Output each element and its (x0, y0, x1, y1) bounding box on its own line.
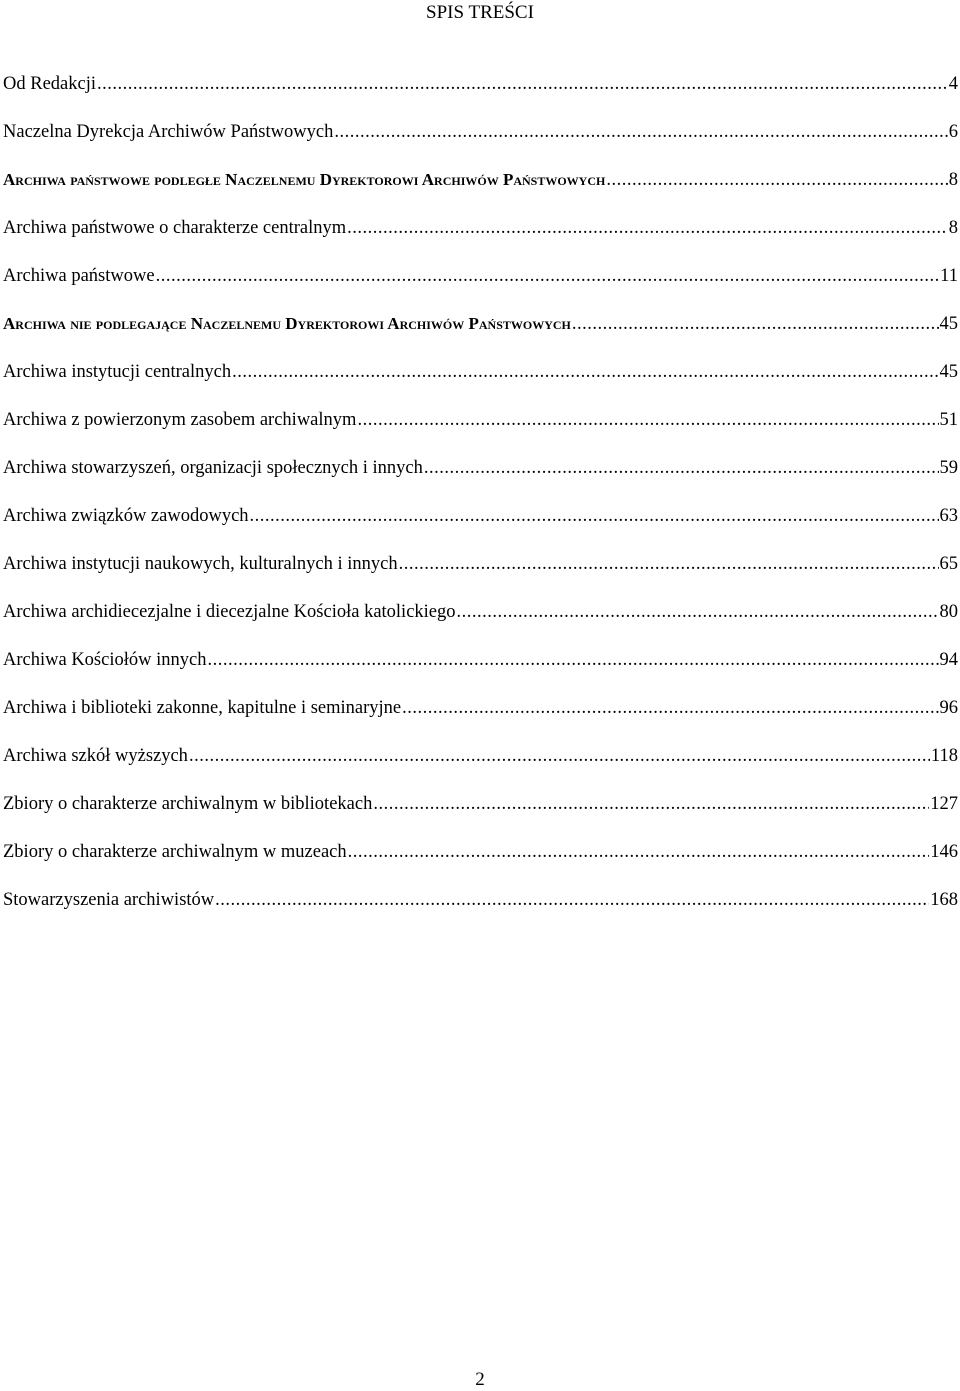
leader-dots (373, 792, 929, 816)
toc-entry[interactable] (3, 648, 958, 672)
toc-entry[interactable] (3, 120, 958, 144)
toc-entry-page: 127 (930, 794, 958, 814)
leader-dots (606, 168, 947, 192)
toc-entry-page: 168 (930, 890, 958, 910)
toc-entry-title: Archiwa stowarzyszeń, organizacji społecznych i innych (3, 458, 423, 478)
toc-entry[interactable] (3, 408, 958, 432)
toc-entry-page: 45 (939, 314, 958, 334)
toc-entry-title: Archiwa archidiecezjalne i diecezjalne Kościoła katolickiego (3, 602, 456, 622)
leader-dots (399, 552, 939, 576)
toc-entry-title: Zbiory o charakterze archiwalnym w muzeach (3, 842, 347, 862)
toc-entry-title: Archiwa państwowe (3, 266, 155, 286)
toc-entry-title: Stowarzyszenia archiwistów (3, 890, 215, 910)
toc-entry-page: 6 (948, 122, 958, 142)
toc-entry-page: 8 (948, 218, 958, 238)
toc-entry-title: Archiwa z powierzonym zasobem archiwalnym (3, 410, 357, 430)
toc-entry-page: 96 (939, 698, 958, 718)
page-number: 2 (475, 1369, 485, 1390)
leader-dots (572, 312, 939, 336)
toc-entry[interactable] (3, 504, 958, 528)
toc-entry-page: 146 (930, 842, 958, 862)
toc-entry-page: 118 (930, 746, 958, 766)
toc-entry[interactable] (3, 744, 958, 768)
toc-entry[interactable] (3, 216, 958, 240)
toc-entry[interactable] (3, 888, 958, 912)
leader-dots (156, 264, 940, 288)
toc-entry[interactable] (3, 552, 958, 576)
toc-entry-title: Archiwa szkół wyższych (3, 746, 188, 766)
toc-entry-page: 51 (939, 410, 958, 430)
toc-entry-title: Naczelna Dyrekcja Archiwów Państwowych (3, 122, 334, 142)
toc-entry-page: 94 (939, 650, 958, 670)
leader-dots (97, 72, 948, 96)
toc-entry[interactable] (3, 792, 958, 816)
toc-entry[interactable] (3, 72, 958, 96)
leader-dots (457, 600, 939, 624)
toc-entry[interactable] (3, 600, 958, 624)
leader-dots (347, 216, 948, 240)
toc-entry-page: 65 (939, 554, 958, 574)
toc-entry[interactable] (3, 264, 958, 288)
toc-entry-title: Archiwa państwowe o charakterze centralnym (3, 218, 347, 238)
toc-entry-title: Archiwa związków zawodowych (3, 506, 249, 526)
toc-entry-title: Zbiory o charakterze archiwalnym w bibliotekach (3, 794, 373, 814)
toc-entry-page: 11 (940, 266, 958, 286)
leader-dots (424, 456, 939, 480)
toc-entry[interactable] (3, 168, 958, 192)
leader-dots (334, 120, 947, 144)
toc-entry-title: Archiwa instytucji centralnych (3, 362, 232, 382)
leader-dots (402, 696, 938, 720)
toc-entry-page: 45 (939, 362, 958, 382)
leader-dots (348, 840, 930, 864)
toc-entry[interactable] (3, 456, 958, 480)
toc-entry[interactable] (3, 360, 958, 384)
leader-dots (215, 888, 929, 912)
toc-entry[interactable] (3, 840, 958, 864)
toc-entry-page: 80 (939, 602, 958, 622)
toc-entry-page: 4 (948, 74, 958, 94)
toc-entry-title: Archiwa i biblioteki zakonne, kapitulne i seminaryjne (3, 698, 402, 718)
toc-entry-title: Archiwa państwowe podległe Naczelnemu Dyrektorowi Archiwów Państwowych (3, 170, 606, 189)
toc-entry-title: Archiwa nie podlegające Naczelnemu Dyrektorowi Archiwów Państwowych (3, 314, 571, 333)
page-title: SPIS TREŚCI (426, 2, 534, 23)
toc-entry-title: Od Redakcji (3, 74, 96, 94)
toc-entry-title: Archiwa Kościołów innych (3, 650, 207, 670)
leader-dots (250, 504, 939, 528)
toc-entry-page: 8 (948, 170, 958, 190)
toc-entry-title: Archiwa instytucji naukowych, kulturalnych i innych (3, 554, 398, 574)
leader-dots (357, 408, 938, 432)
toc-entry[interactable] (3, 696, 958, 720)
leader-dots (189, 744, 930, 768)
leader-dots (232, 360, 938, 384)
toc-entry[interactable] (3, 312, 958, 336)
toc-entry-page: 59 (939, 458, 958, 478)
leader-dots (207, 648, 938, 672)
toc-entry-page: 63 (939, 506, 958, 526)
